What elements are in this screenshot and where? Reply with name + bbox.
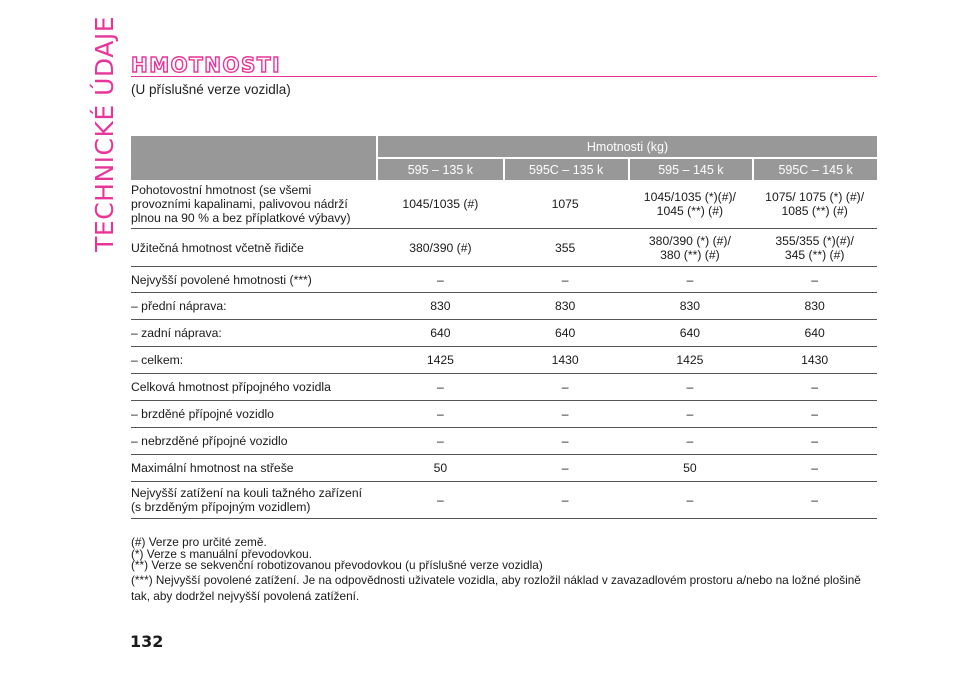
- table-row: [131, 320, 877, 347]
- row-label: Nejvyšší zatížení na kouli tažného zařízení (s brzděným přípojným vozidlem): [131, 482, 378, 519]
- title-divider: [131, 76, 877, 77]
- table-row: [131, 401, 877, 428]
- row-value: 640: [503, 320, 628, 347]
- row-value: 1430: [503, 347, 628, 374]
- table-row: [131, 293, 877, 320]
- column-header: 595 – 135 k: [378, 157, 503, 180]
- chapter-side-title: [84, 16, 124, 252]
- footnote: (***) Nejvyšší povolené zatížení. Je na odpovědnosti uživatele vozidla, aby rozložil náklad v zavazadlovém prostoru a/nebo na ložné plošině tak, aby dodržel nejvyšší povolená zatížení.: [131, 572, 861, 603]
- column-header: 595C – 135 k: [503, 157, 628, 180]
- row-value: 830: [752, 293, 877, 320]
- row-label: Maximální hmotnost na střeše: [131, 455, 378, 482]
- table-row: [131, 180, 877, 229]
- row-label: – zadní náprava:: [131, 320, 378, 347]
- row-label: Užitečná hmotnost včetně řidiče: [131, 229, 378, 267]
- chapter-side-title-text: TECHNICKÉ ÚDAJE: [89, 16, 119, 252]
- row-label: Pohotovostní hmotnost (se všemi provozními kapalinami, palivovou nádrží plnou na 90 % a bez příplatkové výbavy): [131, 180, 378, 229]
- section-subtitle: (U příslušné verze vozidla): [131, 82, 291, 97]
- row-value: –: [752, 482, 877, 519]
- row-value: 355/355 (*)(#)/ 345 (**) (#): [752, 229, 877, 267]
- row-value: 830: [628, 293, 753, 320]
- row-value: –: [628, 267, 753, 293]
- table-row: [131, 482, 877, 519]
- row-value: 1075/ 1075 (*) (#)/ 1085 (**) (#): [752, 180, 877, 229]
- footnote: (*) Verze s manuální převodovkou.: [131, 546, 312, 561]
- row-value: –: [628, 482, 753, 519]
- row-value: 355: [503, 229, 628, 267]
- row-value: –: [752, 455, 877, 482]
- table-corner-cell: [131, 136, 378, 180]
- row-value: –: [378, 267, 503, 293]
- row-value: 380/390 (*) (#)/ 380 (**) (#): [628, 229, 753, 267]
- row-value: –: [378, 401, 503, 428]
- row-value: 640: [628, 320, 753, 347]
- column-header: 595 – 145 k: [628, 157, 753, 180]
- row-label: – přední náprava:: [131, 293, 378, 320]
- row-value: 50: [628, 455, 753, 482]
- table-row: [131, 374, 877, 401]
- row-value: 380/390 (#): [378, 229, 503, 267]
- row-value: 50: [378, 455, 503, 482]
- column-header: 595C – 145 k: [752, 157, 877, 180]
- footnote: (**) Verze se sekvenční robotizovanou převodovkou (u příslušné verze vozidla): [131, 558, 543, 573]
- table-row: [131, 229, 877, 267]
- row-label: – brzděné přípojné vozidlo: [131, 401, 378, 428]
- table-row: [131, 347, 877, 374]
- row-label: – nebrzděné přípojné vozidlo: [131, 428, 378, 455]
- row-value: 640: [378, 320, 503, 347]
- row-value: –: [752, 374, 877, 401]
- row-value: –: [378, 482, 503, 519]
- row-value: –: [378, 428, 503, 455]
- row-label: Nejvyšší povolené hmotnosti (***): [131, 267, 378, 293]
- table-row: [131, 428, 877, 455]
- row-label: Celková hmotnost přípojného vozidla: [131, 374, 378, 401]
- row-value: –: [752, 401, 877, 428]
- row-value: 830: [503, 293, 628, 320]
- section-title: HMOTNOSTI: [131, 53, 282, 77]
- row-value: 1425: [378, 347, 503, 374]
- table-group-header: Hmotnosti (kg): [378, 136, 877, 157]
- row-value: 830: [378, 293, 503, 320]
- row-value: 1045/1035 (*)(#)/ 1045 (**) (#): [628, 180, 753, 229]
- row-value: 1430: [752, 347, 877, 374]
- page-number: 132: [130, 632, 164, 651]
- row-value: –: [752, 267, 877, 293]
- row-value: 1425: [628, 347, 753, 374]
- row-value: –: [503, 428, 628, 455]
- footnotes: [131, 537, 881, 604]
- row-value: –: [378, 374, 503, 401]
- row-value: –: [628, 428, 753, 455]
- table-row: [131, 267, 877, 293]
- row-value: –: [503, 401, 628, 428]
- row-value: 1075: [503, 180, 628, 229]
- row-value: –: [503, 455, 628, 482]
- row-value: –: [628, 401, 753, 428]
- row-value: 1045/1035 (#): [378, 180, 503, 229]
- row-value: –: [503, 267, 628, 293]
- row-value: 640: [752, 320, 877, 347]
- row-value: –: [503, 482, 628, 519]
- footnote: (#) Verze pro určité země.: [131, 535, 267, 549]
- row-label: – celkem:: [131, 347, 378, 374]
- row-value: –: [752, 428, 877, 455]
- row-value: –: [503, 374, 628, 401]
- table-body: [131, 180, 877, 519]
- row-value: –: [628, 374, 753, 401]
- table-row: [131, 455, 877, 482]
- weights-table: [131, 136, 877, 519]
